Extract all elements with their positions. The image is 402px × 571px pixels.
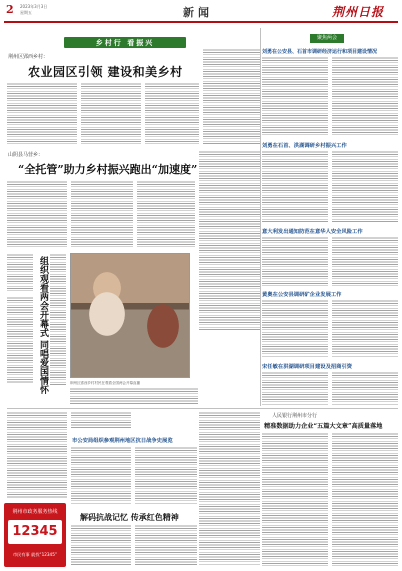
article1-kicker: 荆州区郢西乡村： — [8, 54, 49, 60]
right-article3-text-col1 — [262, 236, 328, 286]
photo-caption: 荆州区郢西乡村村民在观看全国两会开幕直播 — [70, 381, 140, 385]
article2-text-col2 — [71, 180, 133, 248]
bottom-divider — [7, 408, 398, 409]
article2-kicker: 山阴县马营乡： — [8, 152, 44, 158]
bottom-right-text-col2 — [332, 432, 398, 566]
feature-photo — [70, 253, 190, 378]
right-article4-text-col1 — [262, 299, 328, 357]
photo-caption-text — [70, 387, 198, 405]
bottom-left-text-col1 — [7, 411, 67, 499]
right-headline-2: 刘勇在石首、洪湖调研乡村振兴工作 — [262, 143, 347, 149]
hotline-number: 12345 — [12, 524, 58, 539]
left-feature-text — [7, 253, 33, 291]
article2-text-col4 — [199, 150, 260, 330]
article1-text-col1 — [7, 82, 77, 144]
date-line: 2023年3月3日 — [20, 4, 48, 9]
article1-text-col4 — [203, 48, 260, 144]
bottom-article-a-text-col2 — [135, 446, 197, 504]
article1-text-col3 — [145, 82, 199, 144]
brand-logo: 荆州日报 — [332, 5, 385, 19]
right-headline-4: 黄奥在公安县调研矿企业发展工作 — [262, 292, 342, 298]
right-column-tag-text: 聚焦两会 — [316, 35, 337, 41]
bottom-article-a-headline: 市公安局组织参观荆州地区抗日战争史展览 — [72, 438, 173, 444]
left-feature-text-col2 — [7, 296, 33, 384]
article2-text-col3 — [137, 180, 195, 248]
bottom-right-kicker: 人民银行荆州市分行 — [272, 413, 318, 419]
right-headline-1: 刘勇在公安县、石首市调研经济运行和项目建设情况 — [262, 49, 378, 55]
article2-headline: “全托管”助力乡村振兴跑出“加速度” — [18, 163, 198, 176]
right-article3-text-col2 — [332, 236, 398, 286]
left-feature-headline: 组织观看两会开幕式 同唱爱国情怀 — [38, 256, 48, 395]
column-banner-text: 乡村行 看振兴 — [95, 38, 155, 47]
article2-text-col1 — [7, 180, 67, 248]
right-article1-text-col1 — [262, 56, 328, 136]
column-rule-left — [260, 28, 261, 406]
right-article5-text-col2 — [332, 371, 398, 405]
bottom-article-a-text-col1 — [71, 446, 131, 504]
section-title: 新闻 — [183, 6, 213, 19]
bottom-article-b-text-col2 — [135, 524, 197, 566]
page-number: 2 — [6, 3, 14, 16]
right-article2-text-col1 — [262, 150, 328, 222]
hotline-sub: 市民有事 就找“12345” — [12, 552, 58, 557]
right-article5-text-col1 — [262, 371, 328, 405]
right-article2-text-col2 — [332, 150, 398, 222]
weekday: 星期五 — [20, 10, 32, 15]
bottom-article-b-headline: 解码抗战记忆 传承红色精神 — [80, 512, 179, 522]
left-feature-text-col3 — [50, 253, 66, 385]
bottom-right-headline: 精准数据助力企业“五篇大文章”高质量落地 — [264, 423, 383, 430]
bottom-article-b-text-col1 — [71, 524, 131, 566]
masthead-rule — [4, 21, 398, 23]
right-headline-3: 意大利发出通知防范在意华人安全风险工作 — [262, 229, 363, 235]
bottom-middle-text-col1 — [199, 411, 260, 566]
bottom-left-text-col2 — [71, 411, 131, 429]
hotline-label: 荆州市政务服务热线 — [12, 509, 58, 515]
bottom-right-text-col1 — [262, 432, 328, 566]
right-article1-text-col2 — [332, 56, 398, 136]
article1-text-col2 — [81, 82, 141, 144]
article1-headline: 农业园区引领 建设和美乡村 — [28, 65, 183, 79]
right-article4-text-col2 — [332, 299, 398, 357]
right-headline-5: 宋任敏在洪湖调研项目建设及招商引资 — [262, 364, 353, 370]
